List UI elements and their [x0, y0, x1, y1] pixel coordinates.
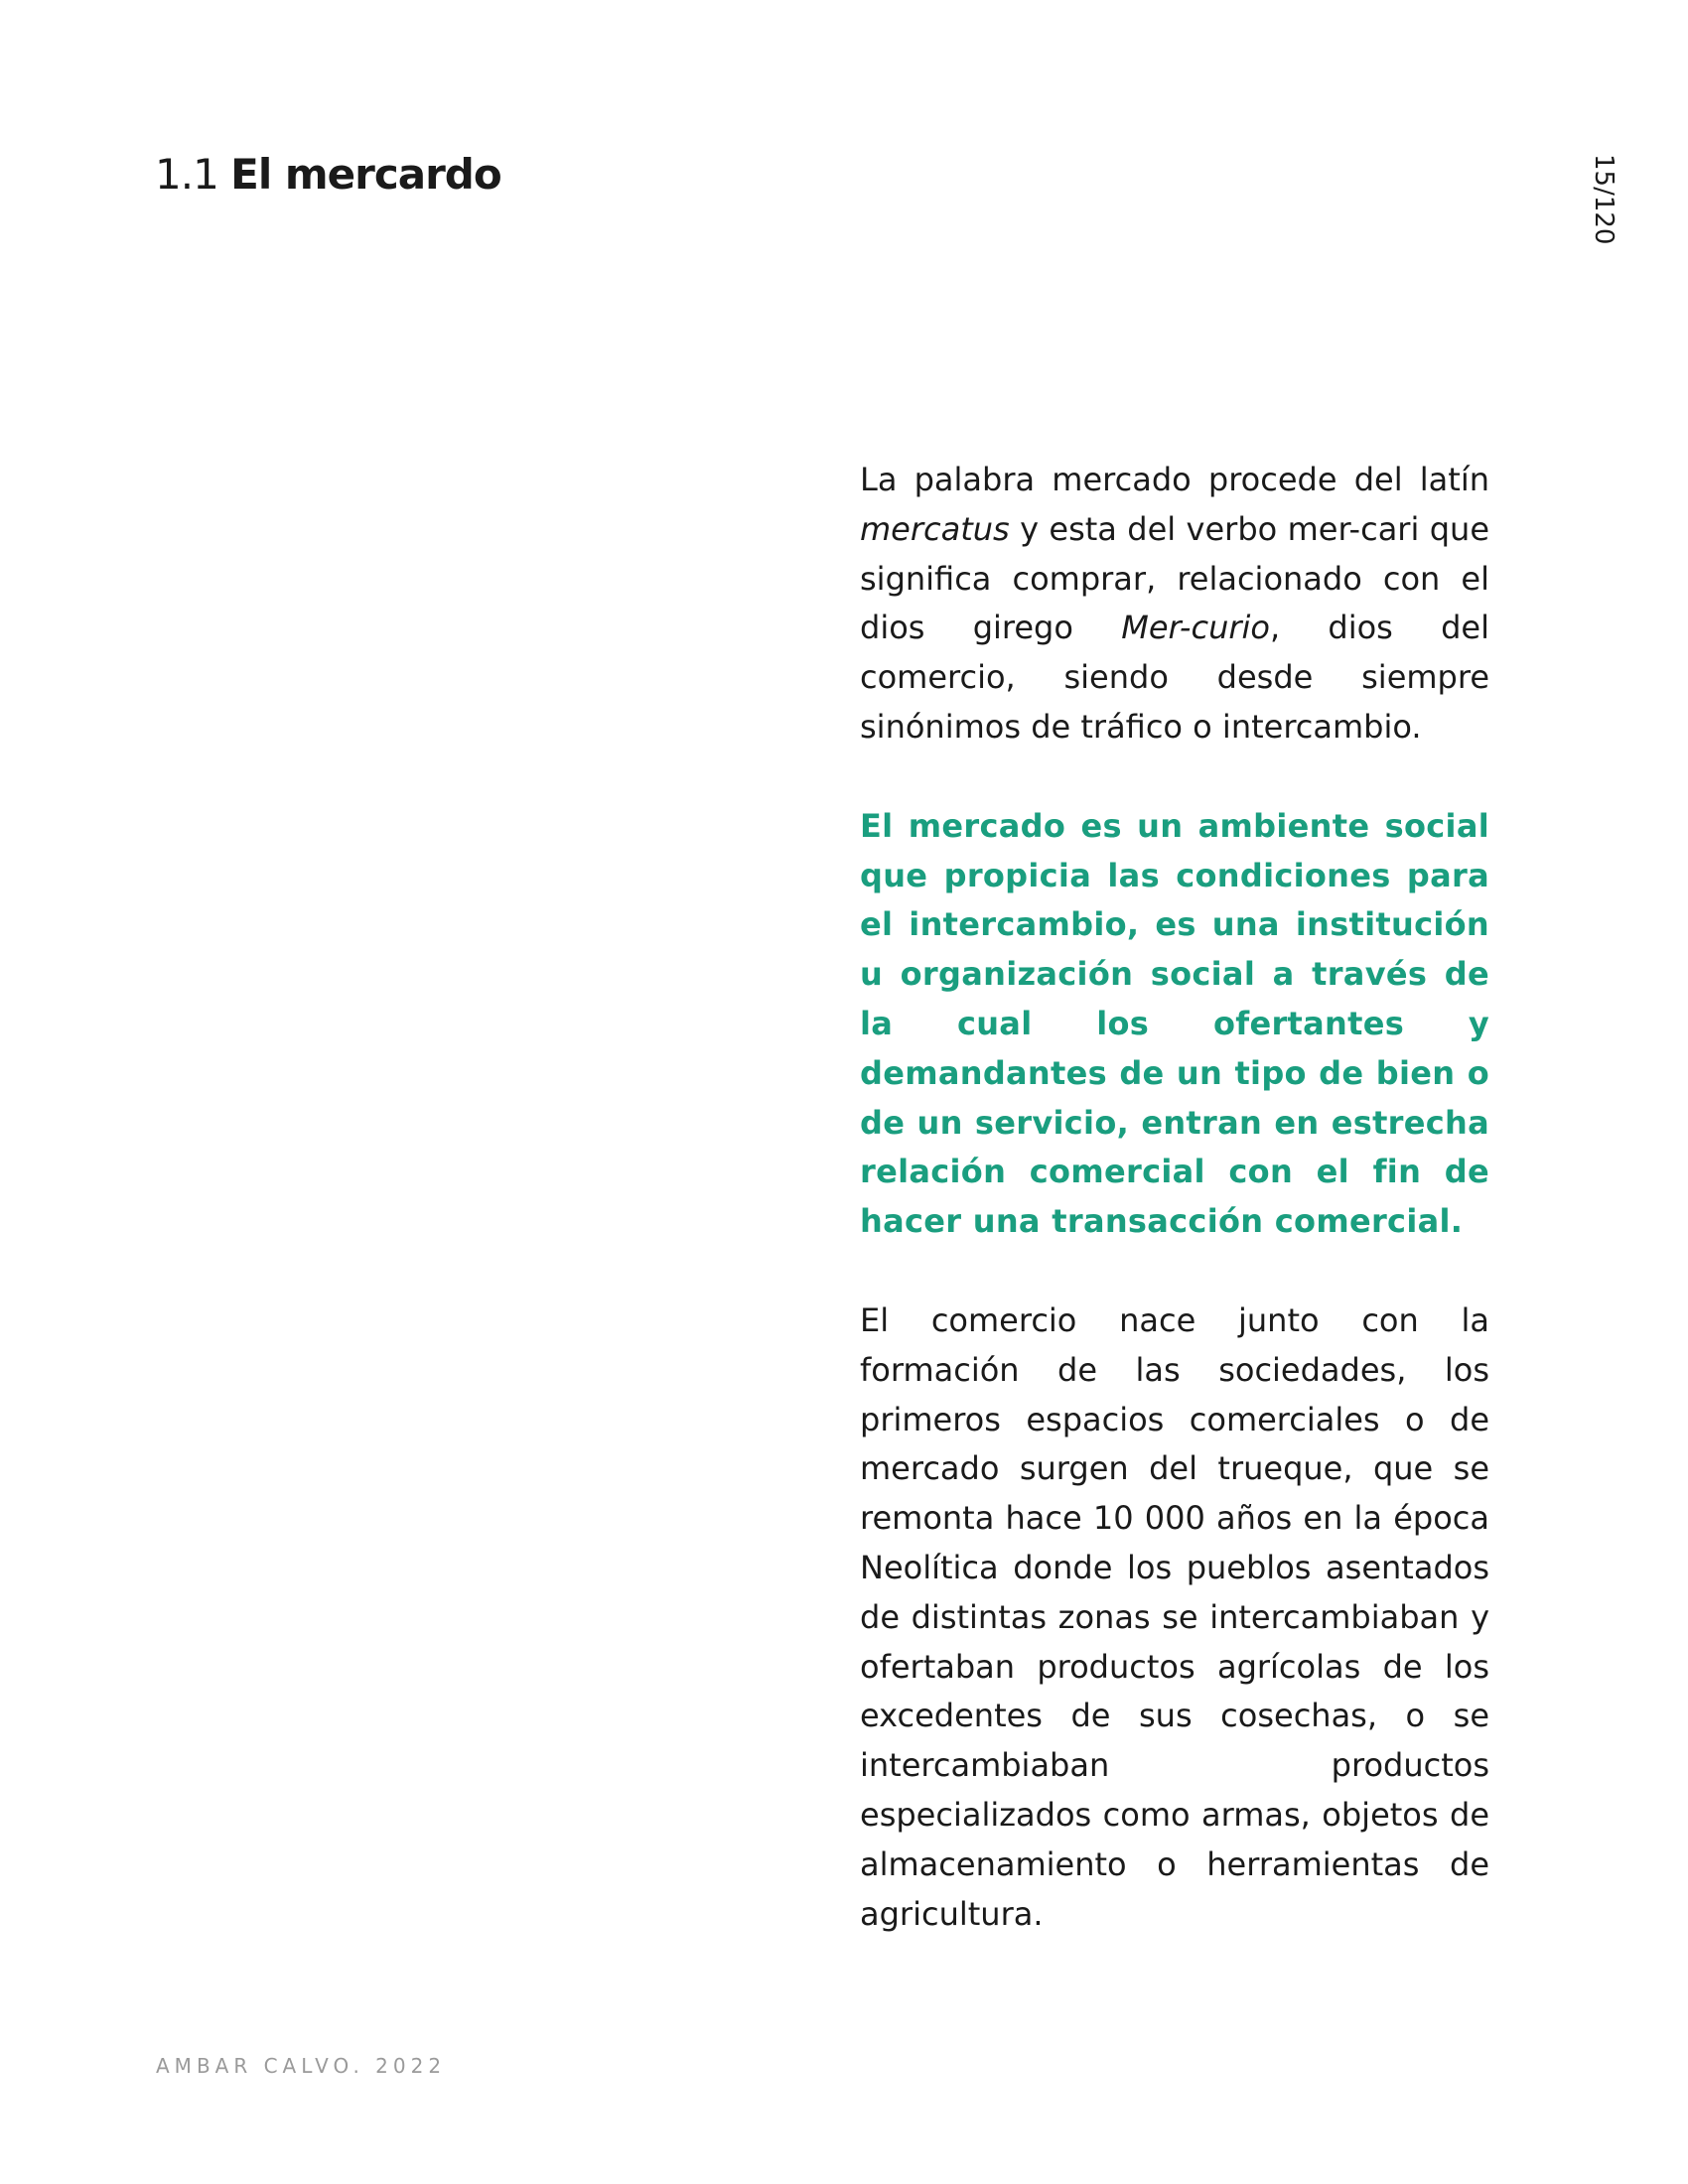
body-column: [860, 456, 1489, 1939]
footer-credit: AMBAR CALVO. 2022: [156, 2054, 447, 2078]
section-number: 1.1: [155, 150, 218, 199]
paragraph-definition-highlight: El mercado es un ambiente social que propicia las condiciones para el intercambio, es una institución u organización social a través de la cual los ofertantes y demandantes de un tipo de bien o de un servicio, entran en estrecha relación comercial con el fin de hacer una transacción comercial.: [860, 806, 1489, 1241]
page-number: 15/120: [1589, 154, 1618, 245]
paragraph-etymology-text-2: y esta del verbo mer-cari que significa comprar, relacionado con el dios girego: [860, 509, 1489, 647]
section-title: El mercardo: [230, 150, 501, 199]
paragraph-etymology-italic-1: mercatus: [860, 509, 1010, 548]
paragraph-etymology-text-3: , dios del comercio, siendo desde siempre sinónimos de tráfico o intercambio.: [860, 609, 1490, 746]
paragraph-etymology-text-1: La palabra mercado procede del latín: [860, 461, 1489, 498]
paragraph-etymology-italic-2: Mer-curio: [1121, 609, 1270, 647]
paragraph-history: El comercio nace junto con la formación de las sociedades, los primeros espacios comerciales o de mercado surgen del trueque, que se remonta hace 10 000 años en la época Neolítica donde los pueblos asentados de distintas zonas se intercambiaban y ofertaban productos agrícolas de los excedentes de sus cosechas, o se intercambiaban productos especializados como armas, objetos de almacenamiento o herramientas de agricultura.: [860, 1300, 1489, 1933]
section-heading: [155, 145, 501, 205]
paragraph-etymology: [860, 456, 1489, 752]
